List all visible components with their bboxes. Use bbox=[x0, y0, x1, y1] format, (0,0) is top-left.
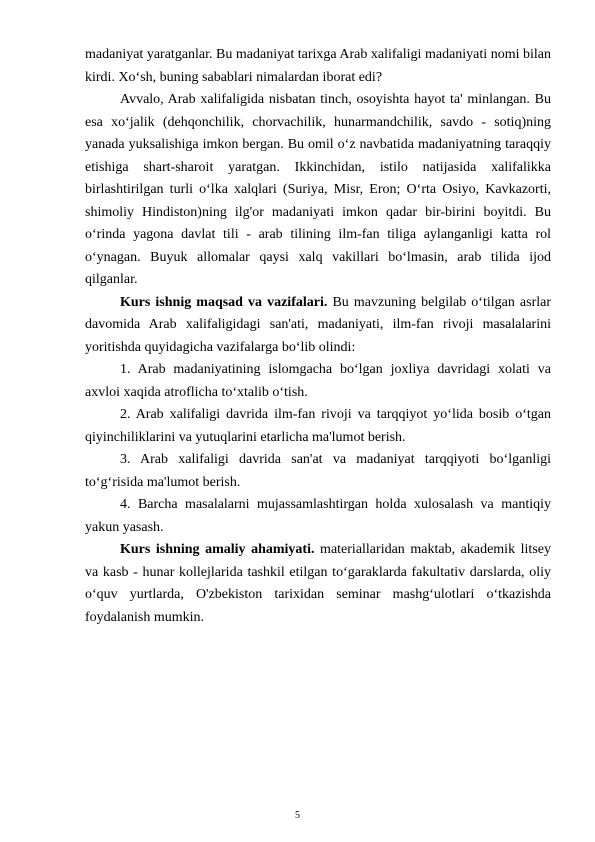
paragraph-practical bbox=[85, 539, 551, 629]
list-item: 2. Arab xalifaligi davrida ilm-fan rivoji va tarqqiyot yo‘lida bosib o‘tgan qiyinchiliklarini va yutuqlarini etarlicha ma'lumot berish. bbox=[85, 407, 551, 445]
practical-heading: Kurs ishning amaliy ahamiyati. bbox=[120, 542, 315, 557]
body-text bbox=[85, 44, 551, 629]
page-number: 5 bbox=[295, 810, 300, 821]
list-item: 3. Arab xalifaligi davrida san'at va madaniyat tarqqiyoti bo‘lganligi to‘g‘risida ma'lumot berish. bbox=[85, 452, 551, 490]
list-item: 4. Barcha masalalarni mujassamlashtirgan holda xulosalash va mantiqiy yakun yasash. bbox=[85, 497, 551, 535]
paragraph-reasons: Avvalo, Arab xalifaligida nisbatan tinch, osoyishta hayot ta' minlangan. Bu esa xo‘jalik (dehqonchilik, chorvachilik, hunarmandchilik, savdo - sotiq)ning yanada yuksalishiga imkon bergan. Bu omil o‘z navbatida madaniyatning taraqqiy etishiga shart-sharoit yaratgan. Ikkinchidan, istilo natijasida xalifalikka birlashtirilgan turli o‘lka xalqlari (Suriya, Misr, Eron; O‘rta Osiyo, Kavkazorti, shimoliy Hindiston)ning ilg'or madaniyati imkon qadar bir-birini boyitdi. Bu o‘rinda yagona davlat tili - arab tilining ilm-fan tiliga aylanganligi katta rol o‘ynagan. Buyuk allomalar qaysi xalq vakillari bo‘lmasin, arab tilida ijod qilganlar. bbox=[85, 92, 551, 287]
goals-heading: Kurs ishnig maqsad va vazifalari. bbox=[120, 294, 328, 310]
list-item: 1. Arab madaniyatining islomgacha bo‘lgan joxliya davridagi xolati va axvloi xaqida atroflicha to‘xtalib o‘tish. bbox=[85, 362, 551, 400]
paragraph-intro: madaniyat yaratganlar. Bu madaniyat tarixga Arab xalifaligi madaniyati nomi bilan kirdi. Xo‘sh, buning sabablari nimalardan iborat edi? bbox=[85, 47, 551, 85]
practical-text: materiallaridan maktab, akademik litsey va kasb - hunar kollejlarida tashkil etilgan to‘garaklarda fakultativ darslarda, oliy o‘quv yurtlarda, O'zbekiston tarixidan seminar mashg‘ulotlari o‘tkazishda foydalanish mumkin. bbox=[85, 542, 551, 625]
goals-text: Bu mavzuning belgilab o‘tilgan asrlar davomida Arab xalifaligidagi san'ati, madaniyati, ilm-fan rivoji masalalarini yoritishda quyidagicha vazifalarga bo‘lib olindi: bbox=[85, 294, 551, 355]
paragraph-goals bbox=[85, 292, 551, 360]
